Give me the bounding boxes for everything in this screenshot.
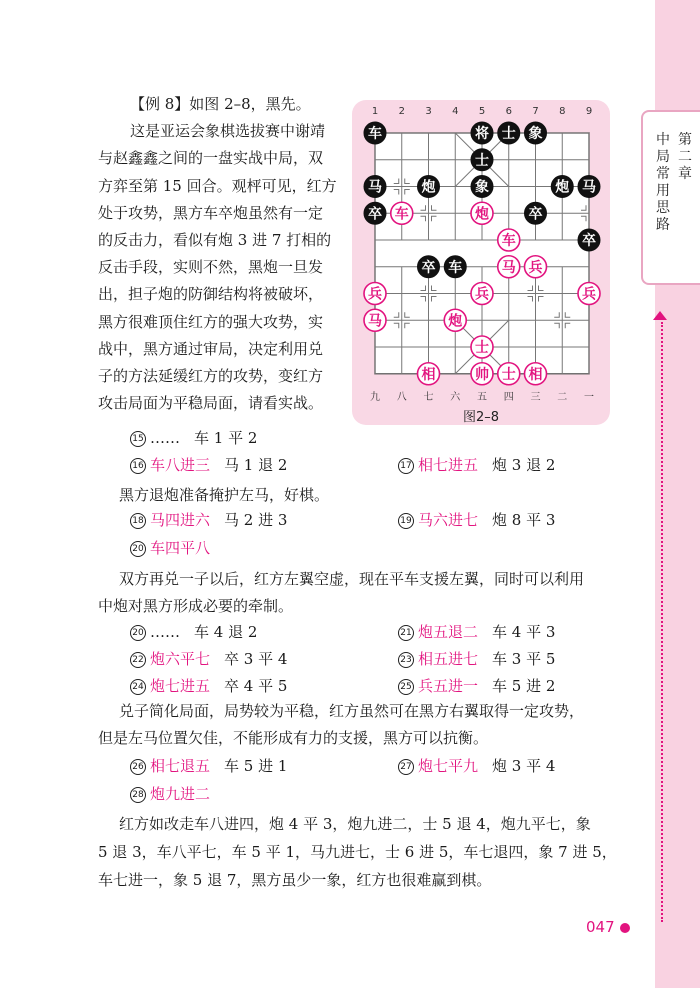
move-number: 26: [130, 759, 146, 775]
bottom-file-number: 一: [584, 391, 594, 403]
black-move: 车 3 平 5: [492, 650, 556, 668]
intro-line: 处于攻势，黑方车卒炮虽然有一定: [98, 203, 324, 222]
intro-line: 黑方很难顶住红方的强大攻势，实: [98, 312, 324, 331]
black-piece-label: 将: [475, 126, 489, 142]
move-number: 19: [398, 513, 414, 529]
top-file-number: 6: [505, 106, 512, 117]
move-number: 28: [130, 787, 146, 803]
red-piece-label: 帅: [475, 366, 489, 383]
move-entry: [130, 620, 257, 644]
comment-line: 5 退 3，车八平七，车 5 平 1，马九进七，士 6 进 5，车七退四，象 7 进 5，: [98, 843, 617, 861]
move-number: 24: [130, 679, 146, 695]
bottom-file-number: 七: [423, 391, 434, 403]
red-piece-label: 车: [501, 233, 516, 249]
red-piece-label: 兵: [475, 286, 489, 303]
red-piece-label: 兵: [528, 259, 543, 276]
red-piece-label: 士: [501, 366, 516, 383]
move-entry: [130, 647, 287, 671]
red-move: 兵五进一: [418, 677, 479, 695]
move-number: 25: [398, 679, 414, 695]
black-move: 车 4 退 2: [194, 623, 258, 641]
page-number: 047: [586, 918, 615, 936]
red-piece-label: 相: [421, 366, 436, 383]
dotted-rule: [661, 322, 663, 922]
intro-line: 【例 8】如图 2–8，黑先。: [130, 95, 311, 113]
intro-line: 反击手段，实则不然，黑炮一旦发: [98, 258, 324, 277]
black-piece-label: 车: [368, 126, 382, 142]
red-move: ……: [150, 429, 180, 447]
black-move: 卒 3 平 4: [224, 650, 288, 668]
move-entry: [398, 453, 555, 477]
black-piece-label: 卒: [582, 233, 596, 249]
red-piece-label: 士: [475, 340, 489, 356]
move-number: 23: [398, 652, 414, 668]
black-piece-label: 象: [528, 126, 543, 142]
black-piece-label: 车: [448, 259, 463, 276]
move-entry: [398, 754, 555, 778]
red-move: 马六进七: [418, 511, 479, 529]
comment-line: 中炮对黑方形成必要的牵制。: [98, 597, 294, 615]
black-piece-label: 卒: [528, 206, 543, 223]
black-move: 炮 8 平 3: [492, 511, 556, 529]
top-file-number: 5: [478, 106, 486, 117]
black-move: 车 5 进 1: [224, 757, 288, 775]
red-piece-label: 马: [501, 259, 516, 276]
move-entry: [130, 426, 257, 450]
move-number: 15: [130, 431, 146, 447]
chapter-tab: [641, 110, 700, 285]
intro-line: 这是亚运会象棋选拔赛中谢靖: [130, 122, 326, 141]
black-move: 马 1 退 2: [224, 456, 288, 474]
black-piece-label: 炮: [421, 179, 436, 196]
page-dot-icon: [620, 923, 630, 933]
move-entry: [130, 453, 287, 477]
figure-caption: 图2–8: [462, 410, 500, 425]
black-move: 卒 4 平 5: [224, 677, 288, 695]
move-entry: [130, 508, 287, 532]
intro-line: 出，担子炮的防御结构将被破坏，: [98, 285, 324, 304]
move-number: 27: [398, 759, 414, 775]
red-move: 炮六平七: [150, 650, 211, 668]
chapter-title: 中局常用思路: [656, 132, 670, 233]
move-entry: [398, 647, 555, 671]
intro-line: 攻击局面为平稳局面，请看实战。: [98, 394, 324, 413]
black-move: 炮 3 平 4: [492, 757, 556, 775]
top-file-number: 4: [452, 106, 459, 117]
top-file-number: 8: [559, 106, 566, 117]
black-piece-label: 象: [475, 179, 489, 196]
red-move: 相七退五: [150, 757, 211, 775]
top-file-number: 3: [425, 106, 432, 117]
bottom-file-number: 八: [396, 391, 407, 403]
red-move: 车八进三: [150, 456, 211, 474]
move-entry: [130, 674, 287, 698]
black-piece-label: 炮: [555, 179, 570, 196]
red-piece-label: 兵: [368, 286, 382, 303]
top-file-number: 2: [398, 106, 405, 117]
black-move: 马 2 进 3: [224, 511, 288, 529]
move-entry: [398, 508, 555, 532]
red-move: 车四平八: [150, 539, 211, 557]
top-file-number: 7: [532, 106, 539, 117]
comment-line: 红方如改走车八进四，炮 4 平 3，炮九进二，士 5 退 4，炮九平七，象: [119, 815, 591, 833]
red-move: 相七进五: [418, 456, 479, 474]
bottom-file-number: 六: [450, 391, 461, 403]
black-piece-label: 马: [368, 179, 382, 196]
xiangqi-board: [352, 100, 610, 405]
top-file-number: 9: [585, 106, 593, 117]
move-entry: [130, 536, 224, 560]
move-number: 18: [130, 513, 146, 529]
black-piece-label: 卒: [368, 206, 382, 223]
figure-2-8: [352, 100, 610, 425]
black-piece-label: 马: [582, 179, 596, 196]
red-piece-label: 相: [528, 366, 543, 383]
move-entry: [398, 620, 555, 644]
comment-1: 黑方退炮准备掩护左马，好棋。: [119, 486, 330, 504]
red-move: 马四进六: [150, 511, 211, 529]
red-piece-label: 车: [394, 206, 409, 223]
move-entry: [398, 674, 555, 698]
black-move: 车 4 平 3: [492, 623, 556, 641]
black-piece-label: 士: [501, 126, 516, 142]
comment-line: 但是左马位置欠佳，不能形成有力的支援，黑方可以抗衡。: [98, 729, 489, 747]
triangle-marker-icon: [653, 311, 667, 320]
chapter-number: 第二章: [678, 132, 692, 182]
move-number: 21: [398, 625, 414, 641]
intro-line: 子的方法延缓红方的攻势，变红方: [98, 367, 324, 385]
comment-line: 双方再兑一子以后，红方左翼空虚，现在平车支援左翼，同时可以利用: [119, 570, 585, 588]
black-move: 车 5 进 2: [492, 677, 556, 695]
comment-line: 兑子简化局面，局势较为平稳，红方虽然可在黑方右翼取得一定攻势，: [119, 702, 585, 720]
black-piece-label: 士: [475, 152, 489, 169]
bottom-file-number: 三: [530, 391, 541, 403]
red-piece-label: 马: [368, 313, 382, 330]
intro-line: 的反击力，看似有炮 3 进 7 打相的: [98, 231, 332, 249]
black-piece-label: 卒: [421, 259, 436, 276]
red-piece-label: 炮: [475, 206, 489, 223]
intro-line: 战中，黑方通过审局，决定利用兑: [98, 339, 324, 358]
red-move: 炮九进二: [150, 785, 211, 803]
black-move: 车 1 平 2: [194, 429, 258, 447]
move-number: 22: [130, 652, 146, 668]
red-move: 相五进七: [418, 650, 479, 668]
move-entry: [130, 754, 287, 778]
bottom-file-number: 九: [370, 391, 380, 403]
move-number: 17: [398, 458, 414, 474]
bottom-file-number: 五: [477, 391, 487, 403]
red-move: 炮七进五: [150, 677, 211, 695]
intro-line: 与赵鑫鑫之间的一盘实战中局，双: [98, 149, 324, 168]
move-number: 16: [130, 458, 146, 474]
red-move: ……: [150, 623, 180, 641]
red-piece-label: 兵: [582, 286, 596, 303]
bottom-file-number: 二: [557, 391, 568, 403]
red-move: 炮七平九: [418, 757, 479, 775]
bottom-file-number: 四: [503, 391, 514, 403]
top-file-number: 1: [371, 106, 379, 117]
move-number: 20: [130, 541, 146, 557]
red-move: 炮五退二: [418, 623, 479, 641]
move-entry: [130, 782, 224, 806]
red-piece-label: 炮: [448, 313, 463, 330]
move-number: 20: [130, 625, 146, 641]
black-move: 炮 3 退 2: [492, 456, 556, 474]
intro-line: 方弈至第 15 回合。观枰可见，红方: [98, 176, 337, 195]
comment-line: 车七进一，象 5 退 7，黑方虽少一象，红方也很难赢到棋。: [98, 871, 492, 889]
